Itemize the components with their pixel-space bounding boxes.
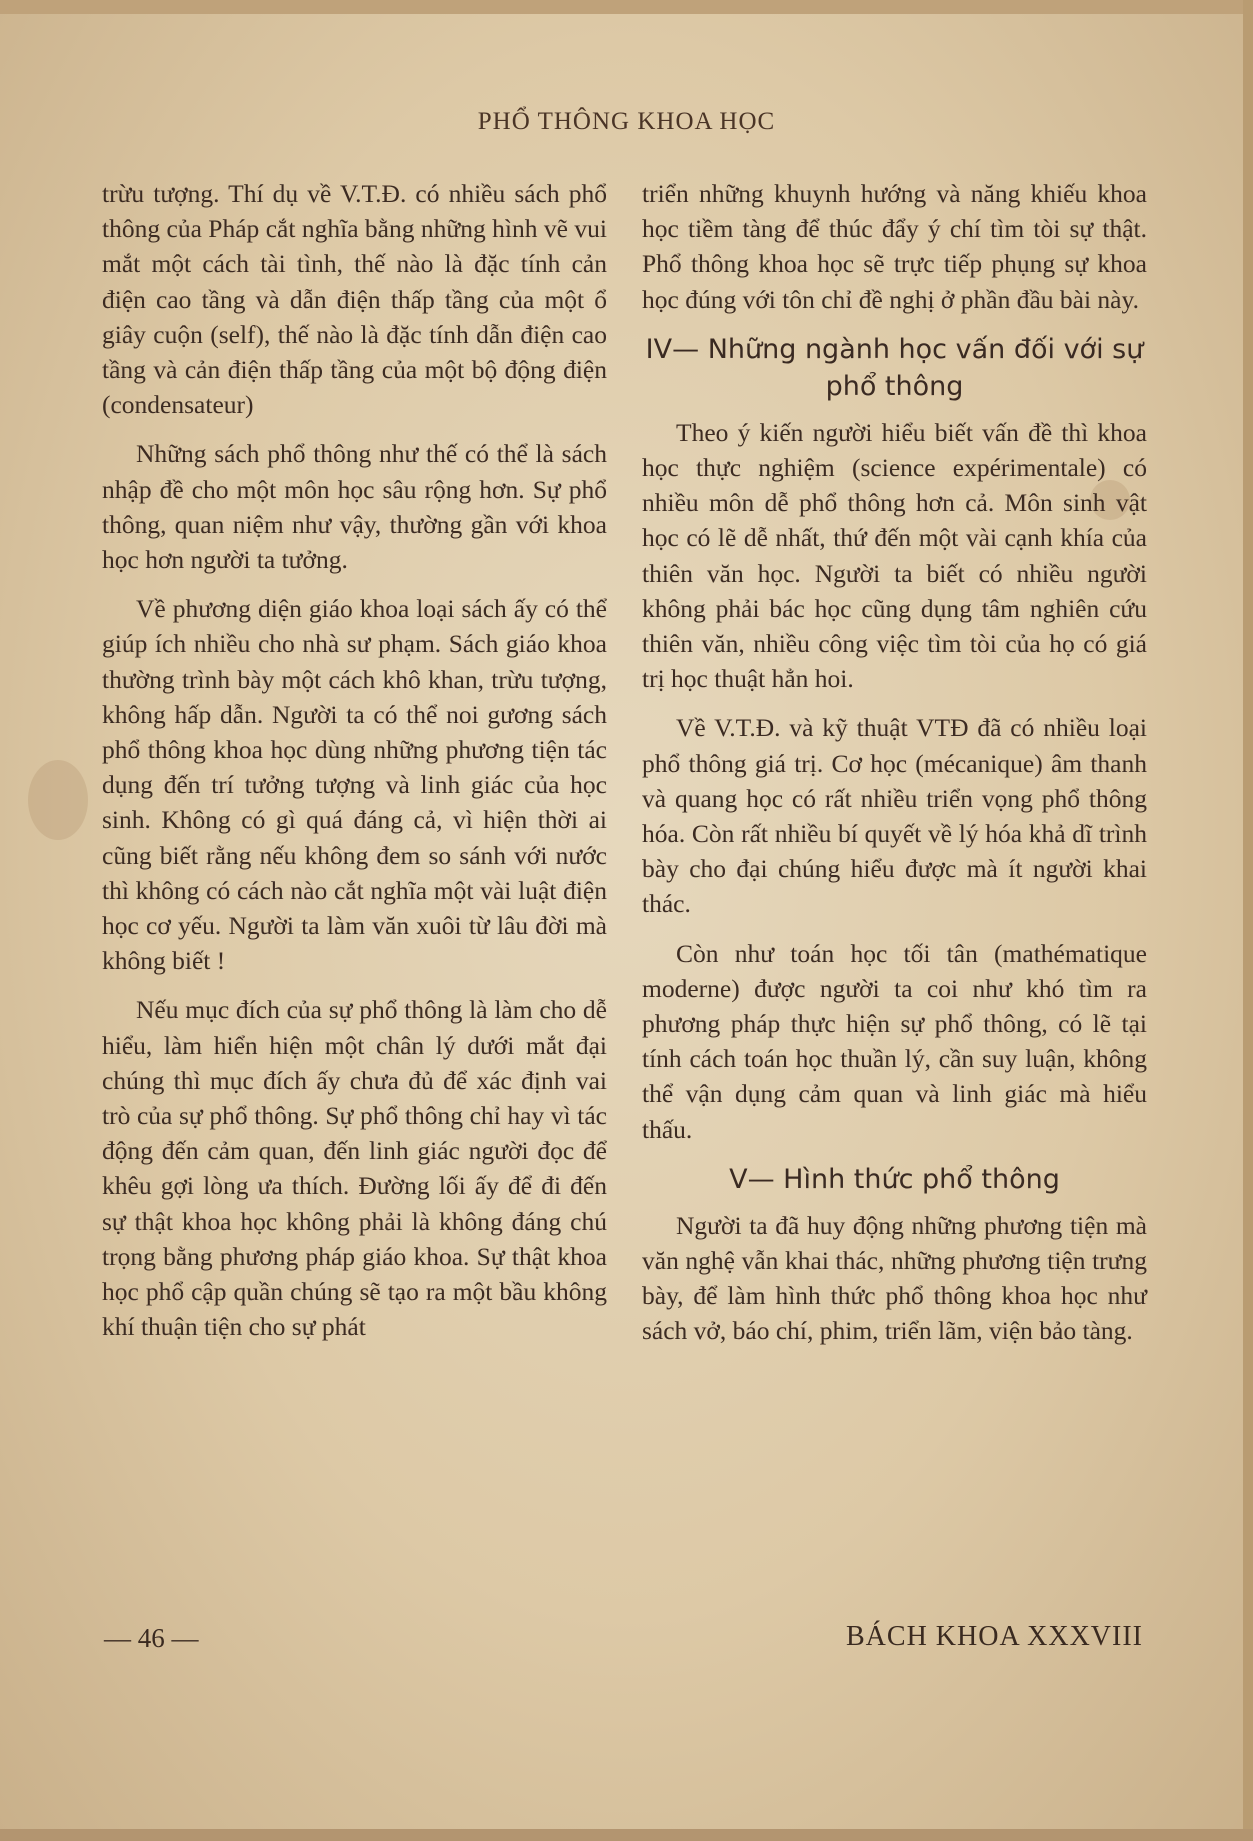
left-column (102, 176, 607, 1359)
paragraph: Người ta đã huy động những phương tiện mà văn nghệ vẫn khai thác, những phương tiện trưng bày, để làm hình thức phổ thông khoa học như sách vở, báo chí, phim, triển lãm, viện bảo tàng. (642, 1210, 1147, 1346)
page-edge-bottom (0, 1829, 1253, 1841)
paragraph: Theo ý kiến người hiểu biết vấn đề thì khoa học thực nghiệm (science expérimentale) có nhiều môn dễ phổ thông hơn cả. Môn sinh vật học có lẽ dễ nhất, thứ đến một vài cạnh khía của thiên văn học. Người ta biết có nhiều người không phải bác học cũng dụng tâm nghiên cứu thiên văn, nhiều công việc tìm tòi của họ có giá trị học thuật hẳn hoi. (642, 417, 1147, 694)
paragraph: Về phương diện giáo khoa loại sách ấy có thể giúp ích nhiều cho nhà sư phạm. Sách giáo khoa thường trình bày một cách khô khan, trừu tượng, không hấp dẫn. Người ta có thể noi gương sách phổ thông khoa học dùng những phương tiện tác dụng đến trí tưởng tượng và linh giác của học sinh. Không có gì quá đáng cả, vì hiện thời ai cũng biết rằng nếu không đem so sánh với nước thì không có cách nào cắt nghĩa một vài luật điện học cơ yếu. Người ta làm văn xuôi từ lâu đời mà không biết ! (102, 594, 607, 976)
page-edge-top (0, 0, 1253, 14)
section-heading-v: V— Hình thức phổ thông (729, 1163, 1060, 1195)
running-header: PHỔ THÔNG KHOA HỌC (477, 108, 776, 135)
paragraph: trừu tượng. Thí dụ về V.T.Đ. có nhiều sách phổ thông của Pháp cắt nghĩa bằng những hình vẽ vui mắt một cách tài tình, thế nào là đặc tính cản điện cao tầng và dẫn điện thấp tầng của một ổ giây cuộn (self), thế nào là đặc tính dẫn điện cao tầng và cản điện thấp tầng của một bộ động điện (condensateur) (102, 179, 607, 420)
paragraph: triển những khuynh hướng và năng khiếu khoa học tiềm tàng để thúc đẩy ý chí tìm tòi sự thật. Phổ thông khoa học sẽ trực tiếp phụng sự khoa học đúng với tôn chỉ đề nghị ở phần đầu bài này. (642, 179, 1147, 314)
publication-name: BÁCH KHOA XXXVIII (846, 1621, 1143, 1652)
paper-stain (28, 760, 88, 840)
paragraph: Nếu mục đích của sự phổ thông là làm cho dễ hiểu, làm hiển hiện một chân lý dưới mắt đại chúng thì mục đích ấy chưa đủ để xác định vai trò của sự phổ thông. Sự phổ thông chỉ hay vì tác động đến cảm quan, đến linh giác người đọc để khêu gợi lòng ưa thích. Đường lối ấy để đi đến sự thật khoa học không phải là không đáng chú trọng bằng phương pháp giáo khoa. Sự thật khoa học phổ cập quần chúng sẽ tạo ra một bầu không khí thuận tiện cho sự phát (102, 995, 607, 1342)
right-column (642, 176, 1147, 1363)
paragraph: Về V.T.Đ. và kỹ thuật VTĐ đã có nhiều loại phổ thông giá trị. Cơ học (mécanique) âm thanh và quang học có rất nhiều triển vọng phổ thông hóa. Còn rất nhiều bí quyết về lý hóa khả dĩ trình bày cho đại chúng hiểu được mà ít người khai thác. (642, 713, 1147, 919)
paragraph: Còn như toán học tối tân (mathématique moderne) được người ta coi như khó tìm ra phương pháp thực hiện sự phổ thông, có lẽ tại tính cách toán học thuần lý, cần suy luận, không thể vận dụng cảm quan và linh giác mà hiểu thấu. (642, 938, 1147, 1144)
page-number: — 46 — (104, 1623, 199, 1653)
paragraph: Những sách phổ thông như thế có thể là sách nhập đề cho một môn học sâu rộng hơn. Sự phổ thông, quan niệm như vậy, thường gần với khoa học hơn người ta tưởng. (102, 439, 607, 575)
section-heading-iv: IV— Những ngành học vấn đối với sự phổ thông (645, 333, 1144, 402)
page-edge-right (1243, 0, 1253, 1841)
